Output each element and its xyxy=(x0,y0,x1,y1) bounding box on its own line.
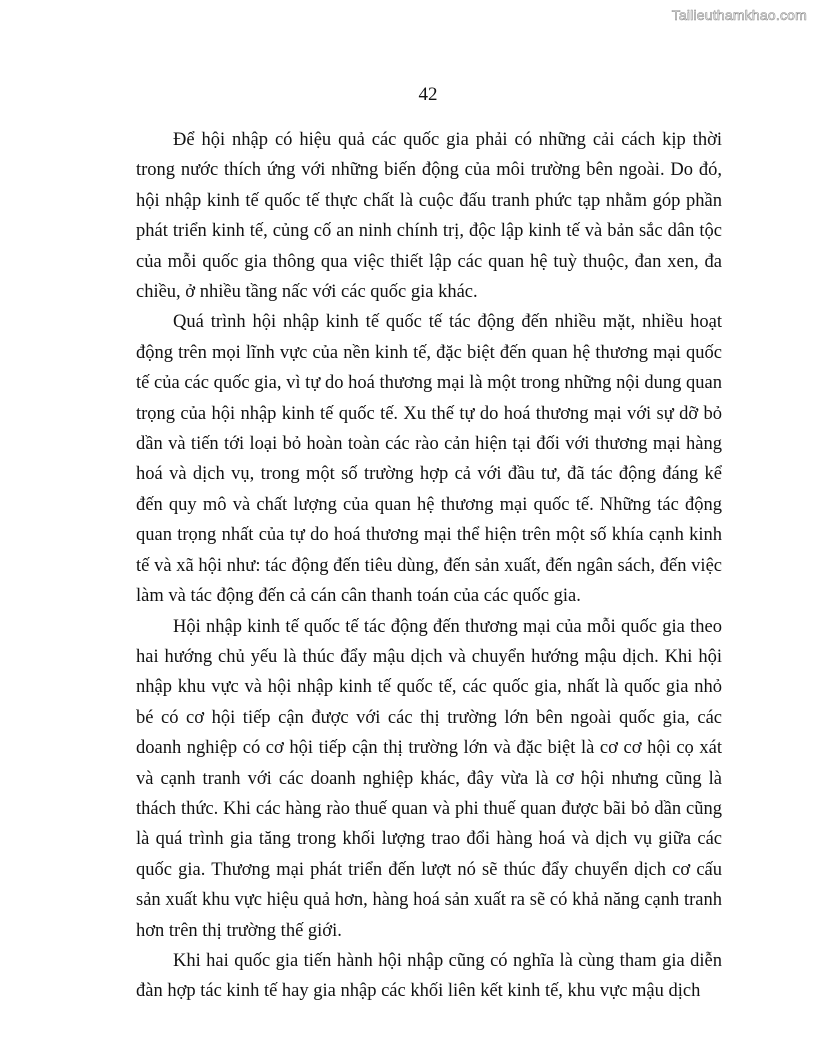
paragraph: Hội nhập kinh tế quốc tế tác động đến thương mại của mỗi quốc gia theo hai hướng chủ yếu là thúc đẩy mậu dịch và chuyển hướng mậu dịch. Khi hội nhập khu vực và hội nhập kinh tế quốc tế, các quốc gia, nhất là quốc gia nhỏ bé có cơ hội tiếp cận được với các thị trường lớn bên ngoài quốc gia, các doanh nghiệp có cơ hội tiếp cận thị trường lớn và đặc biệt là cơ cơ hội cọ xát và cạnh tranh với các doanh nghiệp khác, đây vừa là cơ hội nhưng cũng là thách thức. Khi các hàng rào thuế quan và phi thuế quan được bãi bỏ dần cũng là quá trình gia tăng trong khối lượng trao đổi hàng hoá và dịch vụ giữa các quốc gia. Thương mại phát triển đến lượt nó sẽ thúc đẩy chuyển dịch cơ cấu sản xuất khu vực hiệu quả hơn, hàng hoá sản xuất ra sẽ có khả năng cạnh tranh hơn trên thị trường thế giới. xyxy=(136,616,722,941)
watermark-text: Tailieuthamkhao.com xyxy=(671,7,807,23)
paragraph: Để hội nhập có hiệu quả các quốc gia phải có những cải cách kịp thời trong nước thích ứng với những biến động của môi trường bên ngoài. Do đó, hội nhập kinh tế quốc tế thực chất là cuộc đấu tranh phức tạp nhằm góp phần phát triển kinh tế, củng cố an ninh chính trị, độc lập kinh tế và bản sắc dân tộc của mỗi quốc gia thông qua việc thiết lập các quan hệ tuỳ thuộc, đan xen, đa chiều, ở nhiều tầng nấc với các quốc gia khác. xyxy=(136,130,722,303)
page-number: 42 xyxy=(418,84,438,105)
paragraph: Quá trình hội nhập kinh tế quốc tế tác động đến nhiều mặt, nhiều hoạt động trên mọi lĩnh vực của nền kinh tế, đặc biệt đến quan hệ thương mại quốc tế của các quốc gia, vì tự do hoá thương mại là một trong những nội dung quan trọng của hội nhập kinh tế quốc tế. Xu thế tự do hoá thương mại với sự dỡ bỏ dần và tiến tới loại bỏ hoàn toàn các rào cản hiện tại đối với thương mại hàng hoá và dịch vụ, trong một số trường hợp cả với đầu tư, đã tác động đáng kể đến quy mô và chất lượng của quan hệ thương mại quốc tế. Những tác động quan trọng nhất của tự do hoá thương mại thể hiện trên một số khía cạnh kinh tế và xã hội như: tác động đến tiêu dùng, đến sản xuất, đến ngân sách, đến việc làm và tác động đến cả cán cân thanh toán của các quốc gia. xyxy=(136,312,722,607)
paragraph: Khi hai quốc gia tiến hành hội nhập cũng có nghĩa là cùng tham gia diễn đàn hợp tác kinh tế hay gia nhập các khối liên kết kinh tế, khu vực mậu dịch xyxy=(136,950,722,1002)
document-body xyxy=(136,125,722,1007)
